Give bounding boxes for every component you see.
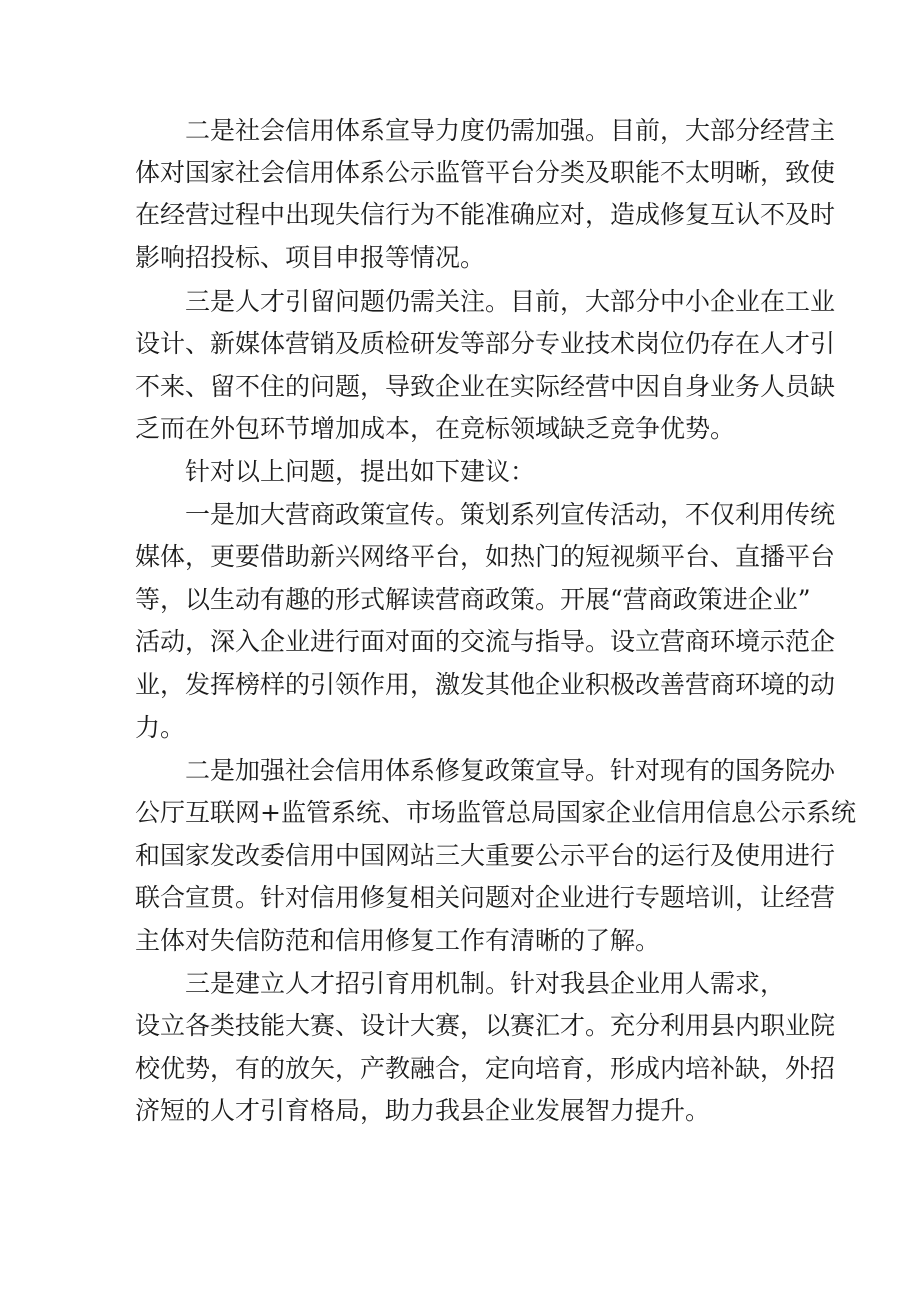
text-line: 三是人才引留问题仍需关注。目前，大部分中小企业在工业	[185, 287, 836, 316]
text-line: 设立各类技能大赛、设计大赛，以赛汇才。充分利用县内职业院	[135, 1011, 836, 1040]
text-line: 济短的人才引育格局，助力我县企业发展智力提升。	[135, 1096, 711, 1125]
text-line: 公厅互联网+监管系统、市场监管总局国家企业信用信息公示系统	[135, 798, 856, 827]
text-line: 和国家发改委信用中国网站三大重要公示平台的运行及使用进行	[135, 841, 836, 870]
text-line: 三是建立人才招引育用机制。针对我县企业用人需求，	[185, 969, 786, 998]
text-line: 等，以生动有趣的形式解读营商政策。开展“营商政策进企业”	[135, 585, 811, 614]
text-line: 活动，深入企业进行面对面的交流与指导。设立营商环境示范企	[135, 627, 836, 656]
text-line: 体对国家社会信用体系公示监管平台分类及职能不太明晰，致使	[135, 158, 836, 187]
text-line: 在经营过程中出现失信行为不能准确应对，造成修复互认不及时	[135, 200, 836, 229]
text-line: 力。	[135, 713, 186, 742]
text-line: 影响招投标、项目申报等情况。	[135, 243, 486, 272]
text-line: 联合宣贯。针对信用修复相关问题对企业进行专题培训，让经营	[135, 883, 836, 912]
text-line: 一是加大营商政策宣传。策划系列宣传活动，不仅利用传统	[185, 500, 836, 529]
text-line: 二是加强社会信用体系修复政策宣导。针对现有的国务院办	[185, 756, 836, 785]
text-line: 设计、新媒体营销及质检研发等部分专业技术岗位仍存在人才引	[135, 329, 836, 358]
text-line: 校优势，有的放矢，产教融合，定向培育，形成内培补缺，外招	[135, 1054, 836, 1083]
text-line: 不来、留不住的问题，导致企业在实际经营中因自身业务人员缺	[135, 372, 836, 401]
text-line: 主体对失信防范和信用修复工作有清晰的了解。	[135, 926, 661, 955]
text-line: 媒体，更要借助新兴网络平台，如热门的短视频平台、直播平台	[135, 542, 836, 571]
text-line: 乏而在外包环节增加成本，在竞标领域缺乏竞争优势。	[135, 414, 736, 443]
text-line: 针对以上问题，提出如下建议：	[185, 457, 536, 486]
text-line: 业，发挥榜样的引领作用，激发其他企业积极改善营商环境的动	[135, 670, 836, 699]
text-line: 二是社会信用体系宣导力度仍需加强。目前，大部分经营主	[185, 116, 836, 145]
